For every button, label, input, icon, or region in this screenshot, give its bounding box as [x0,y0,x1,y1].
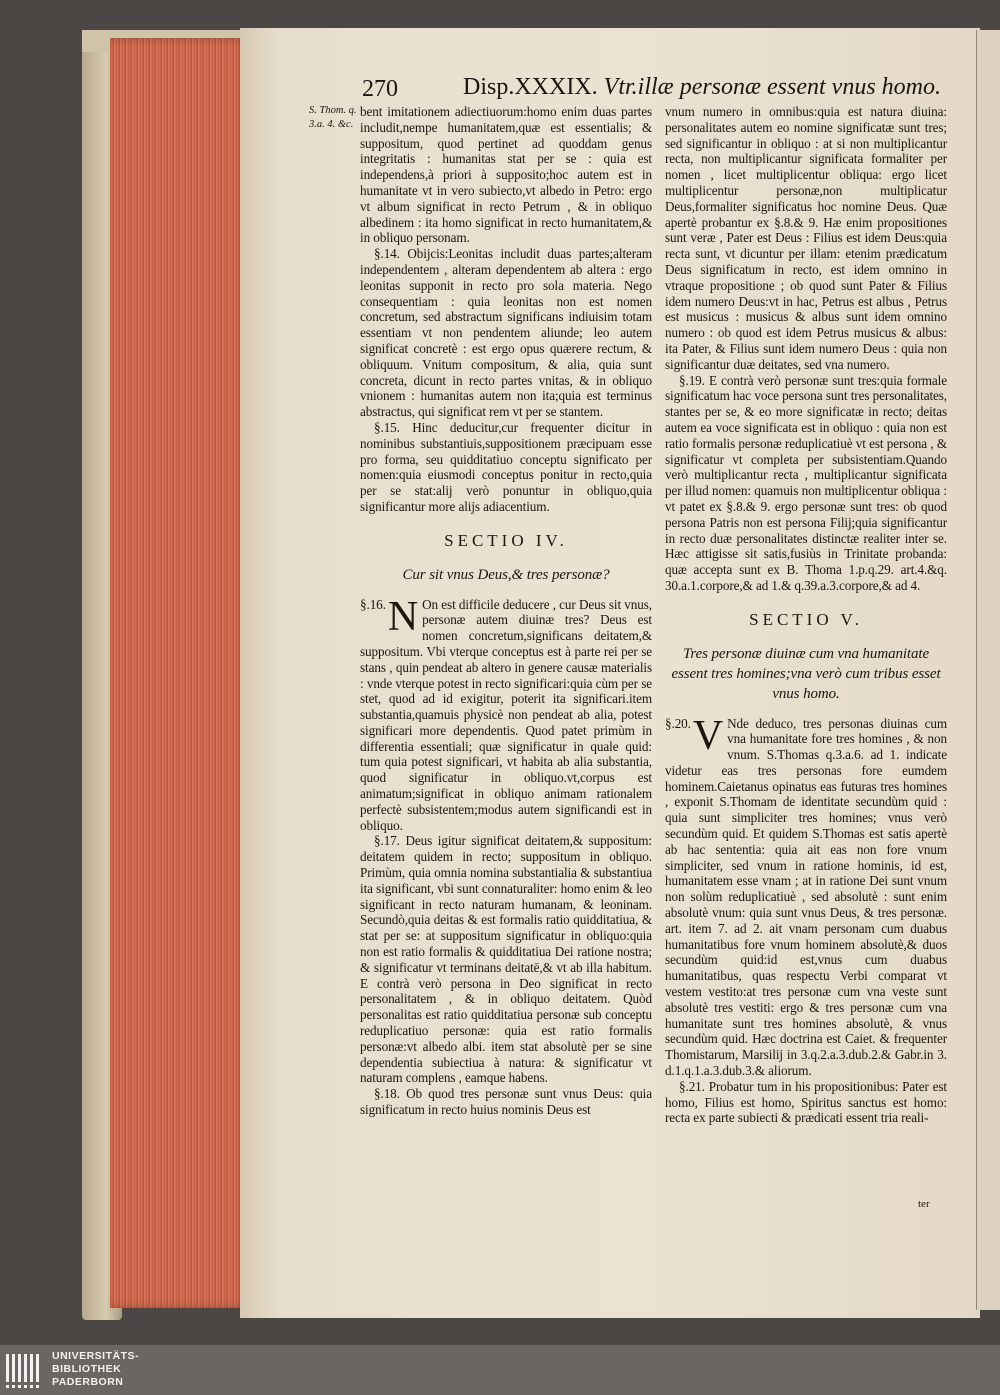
paragraph-text: On est difficile deducere , cur Deus sit vnus, personæ autem diuinæ tres? Deus est nomen concretum,significans deitatem,& suppositum. Vbi vterque conceptus est à parte rei per se stans , quin pendeat ab altero in genere causæ materialis : vnde vterque potest in recto significari:quia cùm per se stet, quod ad id exigitur, poterit ita significari.item substantia,quamuis physicè non pendeat ab alia, potest significari more dependentis. Quod patet primùm in differentia essentiali; quæ significatur in quale quid: tum quia potest significari, vt habita ab alia substantia, quod significatur in obliquo.vt,corpus est animatum;significat in obliquo animam rationalem perfectè subsistentem;modus autem significandi est in obliquo. [360,596,652,833]
paragraph-text: Nde deduco, tres personas diuinas cum vna humanitate fore tres homines , & non vnum. S.Thomas q.3.a.6. ad 1. indicate videtur eas tres personas fore eumdem hominem.Caietanus opinatus eas futuras tres homines , exponit S.Thomam de identitate secundùm quid : quia sunt simpliciter tres homines; vnus verò secundùm quid. Et quidem S.Thomas est satis apertè ab hac sententia: quia ait eas non fore vnum simpliciter, sed vnum in ratione hominis, id est, humanitatem esse vnam ; at in ratione Dei sunt vnum non solùm reduplicatiuè , sed absolutè : sunt enim absolutè vnum: quia sunt vnus Deus, & tres personæ. art. item 7. ad 2. ait vnam personam cum duabus humanitatibus fore vnum hominem absolutè,& duos secundùm quid:id est,vnus cum duabus humanitatibus, quas respectu Verbi comparat vt vestem vestito:at tres personæ cum vna veste sunt absolutè tres vestiti: ergo & tres personæ cum vna humanitate sunt tres homines absolutè, & vnus secundùm quid. Hæc doctrina est Caiet. & frequenter Thomistarum, Marsilij in 3.q.2.a.3.dub.2.& Gabr.in 3. d.1.q.1.a.3.dub.3.& aliorum. [665,715,947,1079]
library-footer-bar [0,1345,1000,1395]
running-title [463,74,941,101]
logo-line: BIBLIOTHEK [52,1363,122,1375]
paragraph: §.17. Deus igitur significat deitatem,& suppositum: deitatem quidem in recto; suppositum in obliquo. Primùm, quia omnia nomina substantialia & substantiua ita significant, vbi sunt connaturaliter: homo enim & leo significant in recto naturam humanam, & leoninam. Secundò,quia deitas & est formalis ratio quidditatiua, & stat per se: at suppositum significatur in obliquo:quia non est ratio formalis & quidditatiua Dei ratione nostra; & significatur vt terminans deitatē,& vt ab illa habitum. E contrà verò persona in Deo significat in recto personalitatem , & in obliquo deitatem. Quòd personalitas est ratio quidditatiua personæ sub conceptu reduplicatiuo personæ: quia est ratio formalis personæ:vt albedo albi. item stat absolutè per se sine dependentia subiectiua à natura: & significatur vt naturam complens , eamque habens. [360,833,652,1086]
paragraph: §.19. E contrà verò personæ sunt tres:quia formale significatum hac voce persona sunt tres personalitates, stantes per se, & eo more significatæ in recto; deitas autem ea voce significata est in obliquo : quia non est ratio formalis personæ reduplicatiuè vt est persona , & significatur vt completa per subsistentiam.Quando verò multiplicantur recta , multiplicantur significata per illud nomen: quamuis non multiplicentur obliqua : vt patet ex §.8.& 9. ergo personæ sunt tres: ob quod persona Patris non est persona Filij;quia significantur in recto duæ personalitates distinctæ realiter inter se. Hæc attigisse sit satis,fusiùs in Trinitate probanda: quæ accepta sunt ex B. Thoma 1.p.q.29. art.4.&q. 30.a.1.corpore,& ad 1.& q.39.a.3.corpore,& ad 4. [665,372,947,593]
paragraph: §.14. Obijcis:Leonitas includit duas partes;alteram independentem , alteram dependentem ab altera : ergo leonitas supponit in recto pro sola materia. Nego consequentiam : quia leonitas non est nomen concretum, sed abstractum significans indiuisim totam essentiam vt non pendentem aliunde; leo autem significat concretè : est ergo opus quærere rectum, & obliquum. Vnitum compositum, & alia, quia sunt concreta, dicunt in recto partes vnitas, & in obliquo vnionem : humanitas autem non ita;quia est terminus abstractus, qui significat rem vt per se stantem. [360,246,652,420]
paragraph [665,712,947,1079]
paragraph: §.15. Hinc deducitur,cur frequenter dicitur in nominibus substantiuis,suppositionem præcipuam esse pro forma, seu quidditatiuo conceptu significato per nomen:quia eiusmodi conceptus ponitur in recto,quia per se stat:alij verò ponuntur in obliquo,quia significantur more alijs adiacentium. [360,419,652,514]
drop-cap: V [692,712,724,759]
margin-note: S. Thom. q. 3.a. 4. &c. [309,105,357,130]
page-number: 270 [362,76,398,102]
section-mark: §.16. [360,596,386,612]
paragraph: §.18. Ob quod tres personæ sunt vnus Deus: quia significatum in recto huius nominis Deus est [360,1086,652,1118]
section-subtitle: Cur sit vnus Deus,& tres personæ? [402,566,610,583]
ink-bleed-mark [196,390,230,480]
logo-line: UNIVERSITÄTS- [52,1350,140,1362]
section-mark: §.20. [665,715,691,731]
paragraph: vnum numero in omnibus:quia est natura diuina: personalitates autem eo nomine significatæ sunt tres; sed significantur in obliquo : at si non multiplicantur recta, non multiplicantur significata formaliter per nomen , licet multiplicentur obliqua: ergo licet multiplicentur personæ,non multiplicatur Deus,formaliter significatus hoc nomine Deus. Quæ apertè probantur ex §.8.& 9. Hæ enim propositiones sunt veræ , Pater est Deus : Filius est idem Deus:quia recta sunt, vt dicuntur per illam: etenim prædicatum Deus significatum in recto, est idem omnino in vtraque propositione ; ob quod sunt Pater & Filius idem numero Deus:vt in hac, Petrus est albus , Petrus est musicus : musicus & albus sunt idem omnino numero : ob quod est idem Petrus musicus & albus: ita Pater, & Filius sunt idem numero Deus : quia non significantur duæ deitates, sed vna numero. [665,104,947,372]
facing-page-edge [976,30,1000,1310]
page-fore-edge [110,38,250,1308]
logo-line: PADERBORN [52,1376,124,1388]
section-subtitle: Tres personæ diuinæ cum vna humanitate essent tres homines;vna verò cum tribus esset vnus homo. [671,645,941,702]
section-heading: SECTIO IV. [444,530,568,550]
left-column [360,104,652,1118]
section-heading: SECTIO V. [749,609,863,629]
drop-cap: N [387,593,419,640]
catchword: ter [918,1198,930,1210]
running-title-italic: Vtr.illæ personæ essent vnus homo. [603,74,942,100]
running-title-prefix: Disp.XXXIX. [463,74,598,100]
paragraph: bent imitationem adiectiuorum:homo enim duas partes includit,nempe humanitatem,quæ est essentialis; & suppositum, quod pertinet ad quoddam genus integritatis : humanitas stat per se : quia est independens,à priori à supposito;hoc autem est in humanitate vt in vero subiecto,vt albedo in Petro: ergo vt album significat in recto Petrum , & in obliquo albedinem : ita homo significat in recto humanitatem,& in obliquo personam. [360,104,652,246]
paragraph [360,593,652,834]
library-logo-icon [6,1350,46,1390]
library-logo-text [52,1350,139,1389]
right-column [665,104,947,1126]
paragraph: §.21. Probatur tum in his propositionibus: Pater est homo, Filius est homo, Spiritus sanctus est homo: recta ex parte subiecti & prædicati essent tria reali- [665,1078,947,1126]
